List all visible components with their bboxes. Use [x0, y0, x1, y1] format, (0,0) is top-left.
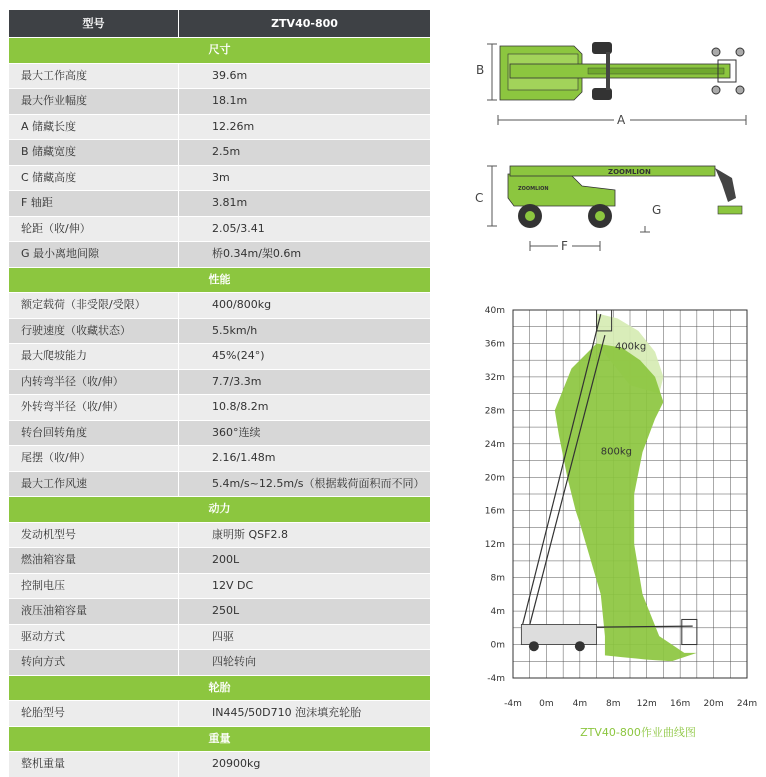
spec-value: 45%(24°)	[178, 344, 430, 369]
x-tick-label: 12m	[636, 699, 657, 709]
series-area-1	[555, 343, 697, 661]
spec-value: 2.16/1.48m	[178, 446, 430, 471]
spec-value: 39.6m	[178, 64, 430, 89]
y-tick-label: 16m	[484, 506, 505, 517]
spec-value: 3m	[178, 166, 430, 191]
spec-value: 7.7/3.3m	[178, 370, 430, 395]
machine-wheel	[575, 641, 585, 651]
spec-row	[9, 319, 430, 344]
spec-value: 18.1m	[178, 89, 430, 114]
spec-row	[9, 242, 430, 267]
spec-row	[9, 752, 430, 777]
spec-value: 12.26m	[178, 115, 430, 140]
spec-row	[9, 650, 430, 675]
x-tick-label: -4m	[504, 699, 522, 709]
spec-row	[9, 64, 430, 89]
spec-value: 四驱	[178, 625, 430, 650]
spec-label: 内转弯半径（收/伸）	[21, 374, 124, 388]
section-title: 重量	[9, 727, 430, 752]
spec-row	[9, 370, 430, 395]
x-tick-label: 0m	[539, 699, 554, 709]
side-platform	[718, 206, 742, 214]
spec-label: 发动机型号	[21, 527, 76, 541]
y-tick-label: 4m	[490, 607, 505, 618]
dim-g-label: G	[652, 203, 662, 217]
top-view-drawing	[470, 36, 755, 132]
spec-label: 液压油箱容量	[21, 604, 87, 617]
x-tick-label: 24m	[736, 699, 758, 709]
machine-wheel	[529, 641, 539, 651]
dim-c-label: C	[475, 191, 484, 205]
spec-label: 燃油箱容量	[21, 553, 76, 566]
x-tick-label: 20m	[703, 699, 724, 709]
y-tick-label: 36m	[484, 339, 505, 350]
spec-label: 最大工作高度	[21, 68, 87, 82]
header-model-value: ZTV40-800	[178, 10, 430, 37]
y-tick-label: 32m	[484, 372, 505, 383]
spec-row	[9, 548, 430, 573]
y-tick-label: -4m	[487, 674, 505, 684]
spec-row	[9, 446, 430, 471]
spec-value: 2.5m	[178, 140, 430, 165]
spec-label: 尾摆（收/伸）	[21, 451, 91, 464]
spec-value: 250L	[178, 599, 430, 624]
x-tick-label: 4m	[572, 699, 588, 709]
x-tick-label: 16m	[670, 699, 691, 709]
spec-row	[9, 472, 430, 497]
spec-label: G 最小离地间隙	[21, 247, 100, 260]
spec-row	[9, 89, 430, 114]
spec-row	[9, 191, 430, 216]
spec-value: 2.05/3.41	[178, 217, 430, 242]
section-title: 尺寸	[9, 38, 430, 63]
series-label-800kg: 800kg	[600, 446, 632, 458]
spec-label: A 储藏长度	[21, 119, 77, 133]
boom-brand: ZOOMLION	[608, 168, 651, 176]
spec-label: 最大工作风速	[21, 476, 87, 490]
spec-value: 200L	[178, 548, 430, 573]
dim-a-label: A	[617, 113, 626, 127]
x-tick-label: 8m	[606, 699, 621, 709]
spec-label: 控制电压	[21, 578, 65, 592]
platform-reach	[682, 619, 697, 644]
spec-label: 行驶速度（收藏状态）	[21, 323, 131, 337]
spec-value: 桥0.34m/架0.6m	[178, 242, 430, 267]
spec-label: 轮距（收/伸）	[21, 221, 91, 235]
y-tick-label: 8m	[490, 573, 505, 584]
spec-value: 20900kg	[178, 752, 430, 777]
spec-value: 5.5km/h	[178, 319, 430, 344]
spec-row	[9, 115, 430, 140]
spec-row	[9, 344, 430, 369]
y-tick-label: 12m	[484, 540, 505, 551]
spec-row	[9, 217, 430, 242]
y-tick-label: 28m	[484, 406, 505, 417]
spec-label: 最大作业幅度	[21, 94, 87, 107]
spec-label: 转台回转角度	[21, 425, 87, 439]
spec-label: 外转弯半径（收/伸）	[21, 400, 124, 413]
y-tick-label: 40m	[484, 306, 505, 316]
spec-row	[9, 625, 430, 650]
spec-label: F 轴距	[21, 196, 53, 209]
spec-value: 400/800kg	[178, 293, 430, 318]
y-tick-label: 24m	[484, 439, 505, 450]
spec-row	[9, 701, 430, 726]
spec-value: 3.81m	[178, 191, 430, 216]
spec-label: 轮胎型号	[21, 706, 65, 719]
table-header	[9, 10, 430, 37]
spec-value: 5.4m/s~12.5m/s（根据载荷面积而不同）	[178, 472, 430, 497]
spec-row	[9, 421, 430, 446]
spec-row	[9, 140, 430, 165]
spec-value: 四轮转向	[178, 650, 430, 675]
dim-b-label: B	[476, 63, 485, 77]
series-label-400kg: 400kg	[614, 341, 647, 353]
y-tick-label: 20m	[484, 473, 505, 484]
spec-row	[9, 599, 430, 624]
spec-value: 康明斯 QSF2.8	[178, 523, 430, 548]
section-title: 动力	[9, 497, 430, 522]
section-title: 性能	[9, 268, 430, 293]
body-brand: ZOOMLION	[518, 186, 549, 192]
spec-row	[9, 166, 430, 191]
spec-row	[9, 395, 430, 420]
side-view-drawing	[470, 160, 755, 254]
spec-label: C 储藏高度	[21, 170, 77, 184]
chart-title: ZTV40-800作业曲线图	[580, 726, 696, 739]
spec-value: IN445/50D710 泡沫填充轮胎	[178, 701, 430, 726]
spec-label: B 储藏宽度	[21, 145, 77, 158]
spec-label: 额定载荷（非受限/受限）	[21, 298, 146, 311]
spec-label: 转向方式	[21, 655, 65, 668]
spec-value: 360°连续	[178, 421, 430, 446]
work-envelope-chart	[460, 285, 766, 755]
spec-label: 驱动方式	[21, 629, 65, 643]
spec-row	[9, 293, 430, 318]
y-tick-label: 0m	[490, 640, 505, 651]
spec-table	[9, 10, 430, 777]
spec-label: 最大爬坡能力	[21, 349, 87, 362]
spec-value: 12V DC	[178, 574, 430, 599]
dim-f-label: F	[561, 239, 568, 253]
spec-row	[9, 523, 430, 548]
spec-label: 整机重量	[21, 757, 65, 770]
spec-value: 10.8/8.2m	[178, 395, 430, 420]
header-model-label: 型号	[82, 17, 105, 30]
spec-row	[9, 574, 430, 599]
section-title: 轮胎	[9, 676, 430, 701]
